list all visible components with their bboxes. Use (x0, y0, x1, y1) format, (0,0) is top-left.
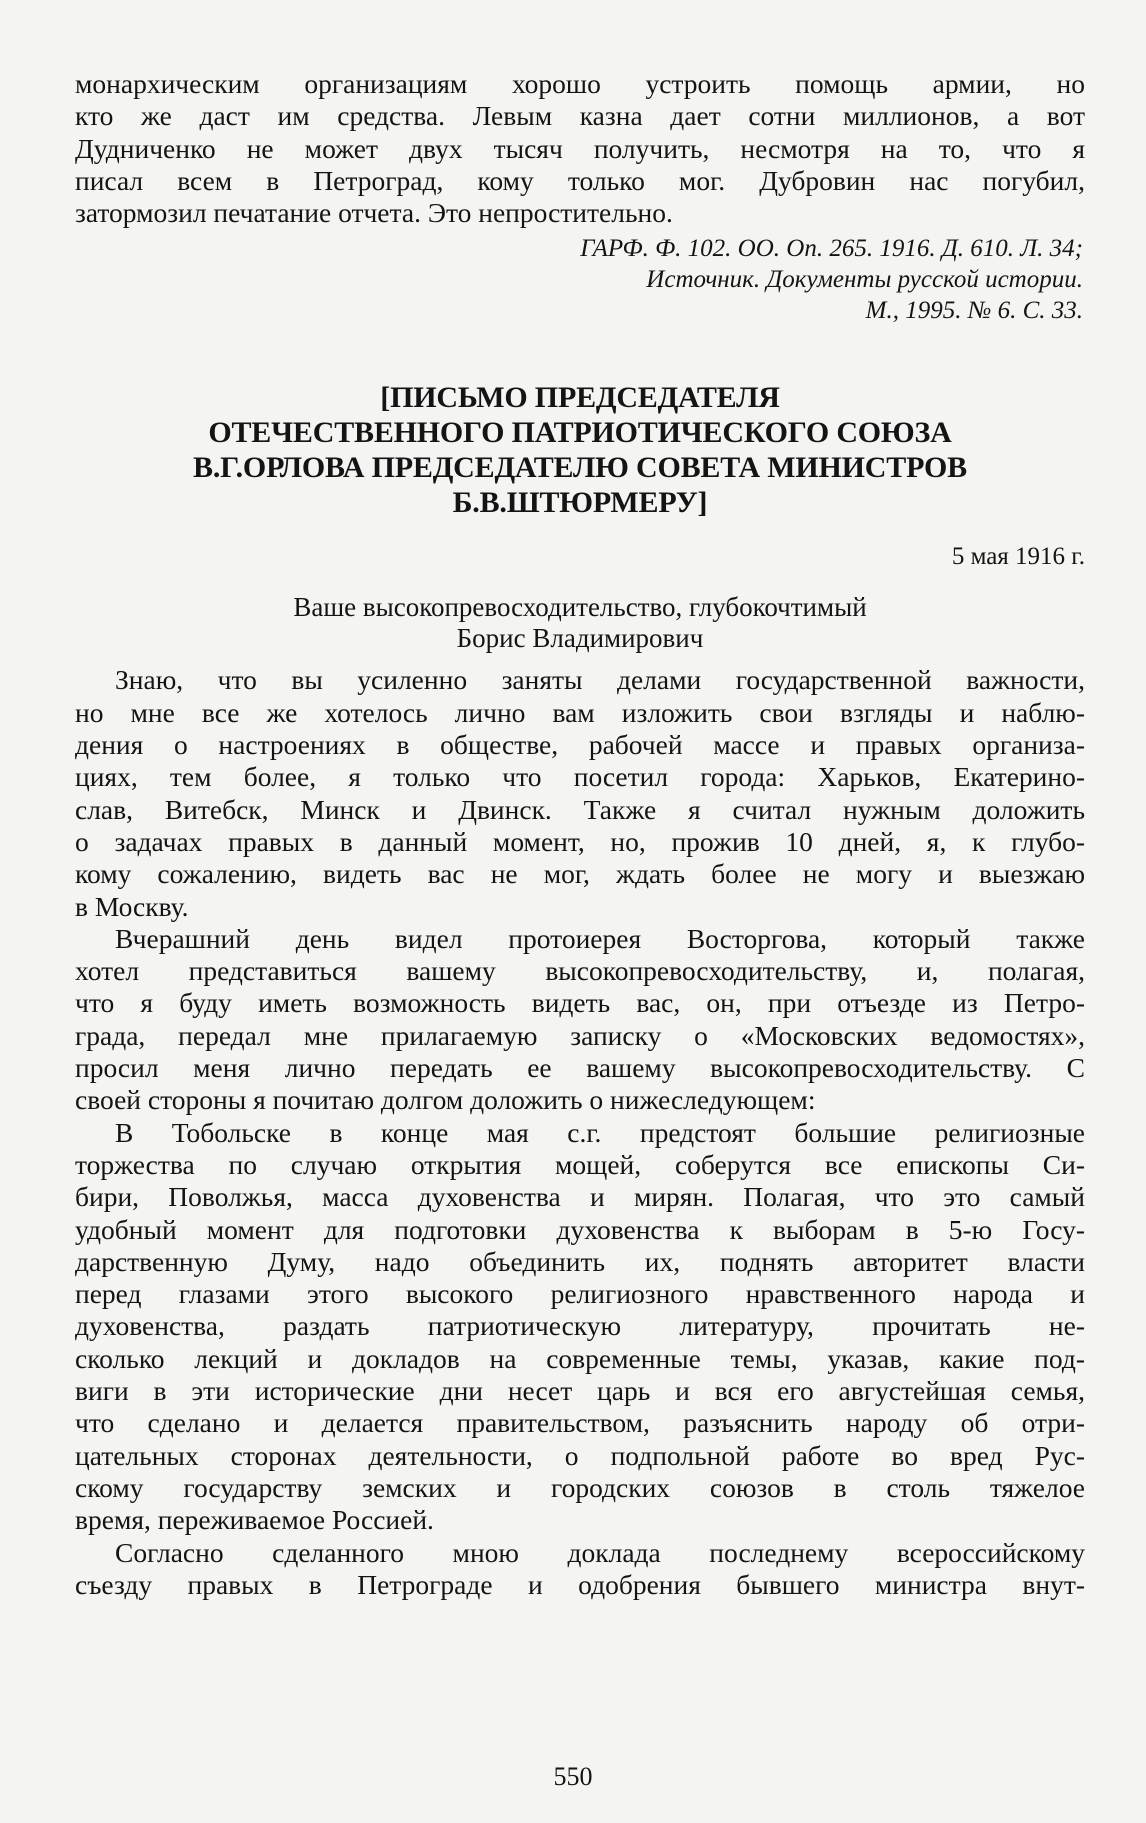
letter-date: 5 мая 1916 г. (951, 543, 1085, 571)
text-line: съезду правых в Петрограде и одобрения бывшего министра внут- (75, 1568, 1085, 1600)
text-line: В Тобольске в конце мая с.г. предстоят большие религиозные (115, 1116, 1085, 1148)
text-line: кому сожалению, видеть вас не мог, ждать более не могу и выезжаю (75, 858, 1085, 890)
text-line: о задачах правых в данный момент, но, прожив 10 дней, я, к глубо- (75, 825, 1085, 857)
document-title (75, 380, 1085, 520)
paragraph (75, 1537, 1085, 1602)
text-line: хотел представиться вашему высокопревосходительству, и, полагая, (75, 955, 1085, 987)
text-line: Вчерашний день видел протоиерея Восторгова, который также (115, 922, 1085, 954)
text-line: цательных сторонах деятельности, о подпольной работе во вред Рус- (75, 1439, 1085, 1471)
text-line: писал всем в Петроград, кому только мог. Дубровин нас погубил, (75, 164, 1085, 196)
text-line: торжества по случаю открытия мощей, соберутся все епископы Си- (75, 1148, 1085, 1180)
title-line: ОТЕЧЕСТВЕННОГО ПАТРИОТИЧЕСКОГО СОЮЗА (208, 416, 952, 450)
text-line: в Москву. (75, 890, 189, 922)
salutation-line: Борис Владимирович (456, 623, 704, 654)
archive-source-citation (75, 233, 1085, 326)
citation-line: М., 1995. № 6. С. 33. (865, 297, 1083, 325)
paragraph (75, 923, 1085, 1117)
text-line: бири, Поволжья, масса духовенства и мирян. Полагая, что это самый (75, 1181, 1085, 1213)
text-line: удобный момент для подготовки духовенства к выборам в 5-ю Госу- (75, 1213, 1085, 1245)
text-line: кто же даст им средства. Левым казна дает сотни миллионов, а вот (75, 100, 1085, 132)
title-line: Б.В.ШТЮРМЕРУ] (452, 486, 708, 520)
text-line: монархическим организациям хорошо устроить помощь армии, но (75, 68, 1085, 99)
salutation (75, 592, 1085, 654)
top-paragraph (75, 68, 1085, 229)
title-line: [ПИСЬМО ПРЕДСЕДАТЕЛЯ (380, 381, 780, 415)
text-line: слав, Витебск, Минск и Двинск. Также я считал нужным доложить (75, 793, 1085, 825)
text-line: просил меня лично передать ее вашему высокопревосходительству. С (75, 1052, 1085, 1084)
text-line: сколько лекций и докладов на современные темы, указав, какие под- (75, 1342, 1085, 1374)
text-line: затормозил печатание отчета. Это непростительно. (75, 197, 673, 229)
text-line: что сделано и делается правительством, разъяснить народу об отри- (75, 1407, 1085, 1439)
text-line: скому государству земских и городских союзов в столь тяжелое (75, 1471, 1085, 1503)
text-line: что я буду иметь возможность видеть вас, он, при отъезде из Петро- (75, 987, 1085, 1019)
paragraph (75, 664, 1085, 922)
paragraph (75, 1117, 1085, 1537)
letter-body (75, 664, 1085, 1601)
text-line: виги в эти исторические дни несет царь и вся его августейшая семья, (75, 1375, 1085, 1407)
text-line: циях, тем более, я только что посетил города: Харьков, Екатерино- (75, 761, 1085, 793)
text-line: Знаю, что вы усиленно заняты делами государственной важности, (115, 664, 1085, 696)
text-line: время, переживаемое Россией. (75, 1504, 434, 1536)
citation-line: Источник. Документы русской истории. (646, 266, 1083, 294)
salutation-line: Ваше высокопревосходительство, глубокочтимый (293, 592, 867, 623)
text-line: духовенства, раздать патриотическую литературу, прочитать не- (75, 1310, 1085, 1342)
text-line: перед глазами этого высокого религиозного нравственного народа и (75, 1278, 1085, 1310)
text-line: но мне все же хотелось лично вам изложить свои взгляды и наблю- (75, 696, 1085, 728)
text-line: Дудниченко не может двух тысяч получить, несмотря на то, что я (75, 132, 1085, 164)
citation-line: ГАРФ. Ф. 102. ОО. Оп. 265. 1916. Д. 610. Л. 34; (580, 235, 1083, 263)
document-page (75, 68, 1085, 1601)
text-line: дарственную Думу, надо объединить их, поднять авторитет власти (75, 1245, 1085, 1277)
text-line: града, передал мне прилагаемую записку о «Московских ведомостях», (75, 1019, 1085, 1051)
text-line: своей стороны я почитаю долгом доложить о нижеследующем: (75, 1084, 816, 1116)
text-line: Согласно сделанного мною доклада последнему всероссийскому (115, 1536, 1085, 1568)
page-number: 550 (553, 1762, 593, 1791)
title-line: В.Г.ОРЛОВА ПРЕДСЕДАТЕЛЮ СОВЕТА МИНИСТРОВ (193, 451, 967, 485)
text-line: дения о настроениях в обществе, рабочей массе и правых организа- (75, 729, 1085, 761)
